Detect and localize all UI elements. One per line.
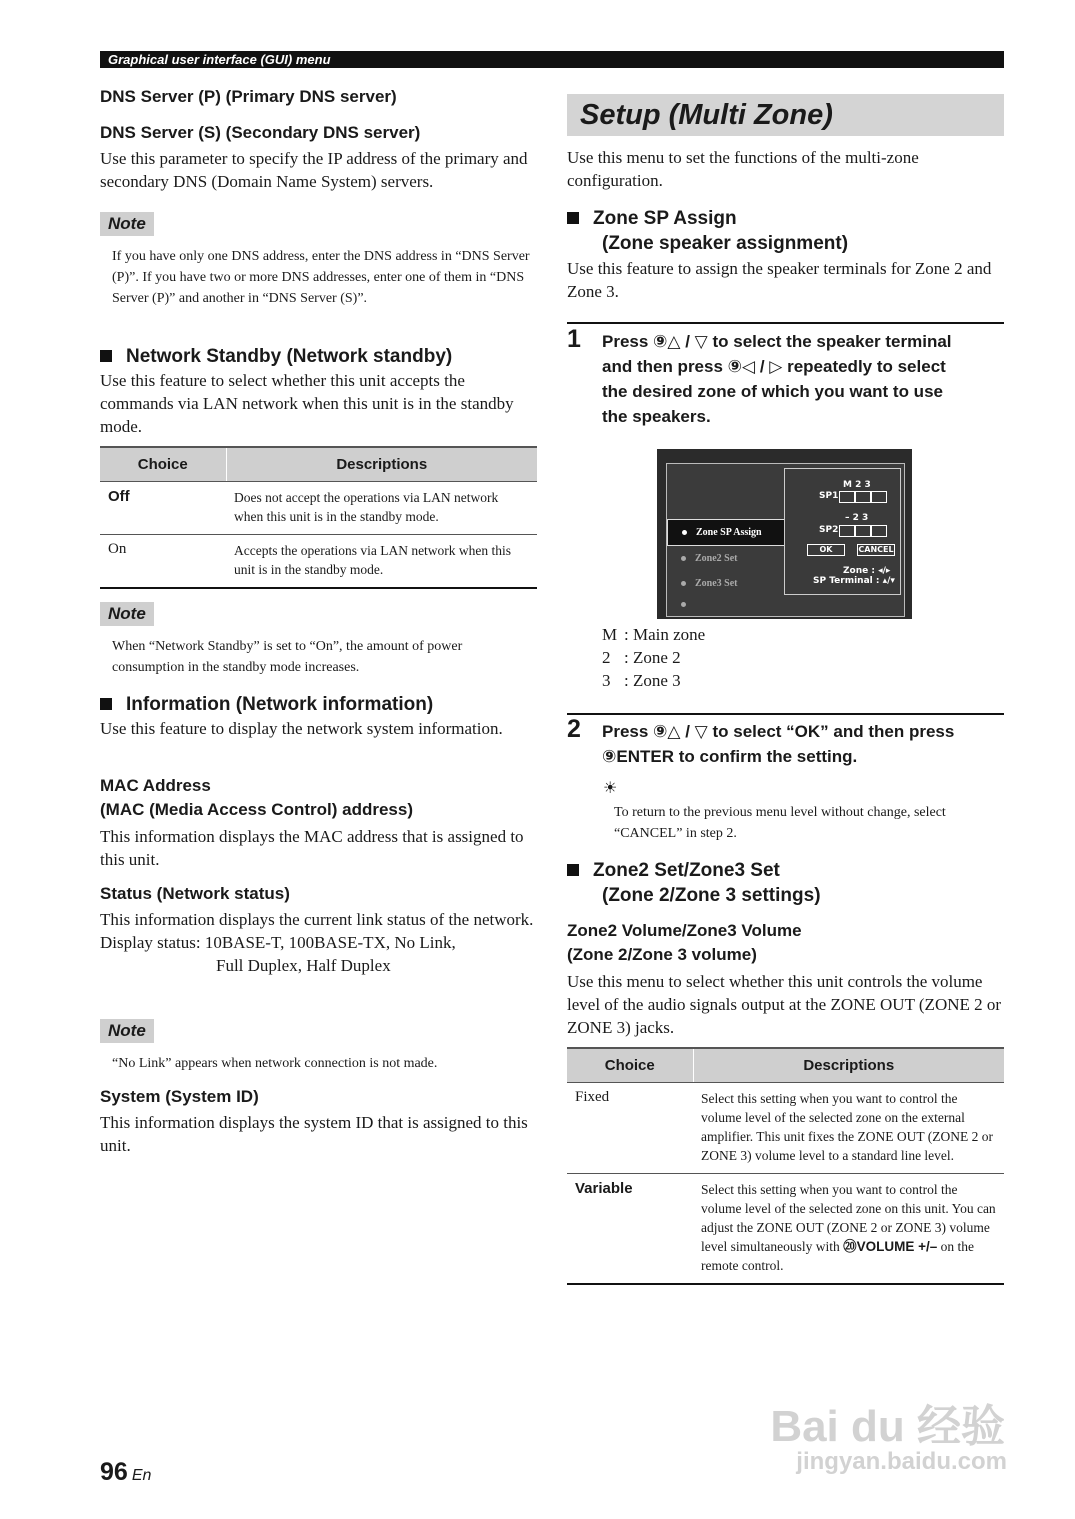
tip-icon: ☀ [603, 780, 618, 797]
netstandby-note-text: When “Network Standby” is set to “On”, the amount of power consumption in the standby mode increases. [112, 639, 463, 675]
step-1-number: 1 [567, 325, 581, 353]
header-title: Graphical user interface (GUI) menu [108, 52, 331, 67]
note-label: Note [100, 1019, 154, 1043]
info-body: Use this feature to display the network system information. [100, 719, 503, 738]
sp1-label: SP1 [819, 491, 839, 501]
zonevol-table [567, 1047, 1004, 1285]
page-number: 96 En [100, 1458, 152, 1486]
step-2-number: 2 [567, 715, 581, 743]
step-rule [567, 322, 1004, 324]
legend-item: 3 : Zone 3 [602, 671, 681, 690]
table-header: Choice [567, 1048, 693, 1083]
display-status-line-2: Full Duplex, Half Duplex [216, 956, 391, 975]
step-rule [567, 713, 1004, 715]
page-lang: En [131, 1467, 152, 1484]
osd-ok-button: OK [807, 544, 845, 556]
status-note-text: “No Link” appears when network connection is not made. [112, 1056, 438, 1071]
section-bullet-icon [567, 864, 579, 876]
osd-cancel-button: CANCEL [858, 545, 894, 554]
sp1-slot-zone2 [855, 491, 871, 503]
osd-zone-hint: Zone : ◂/▸ [843, 566, 891, 576]
table-header: Descriptions [693, 1048, 1004, 1083]
zoneset-heading: Zone2 Set/Zone3 Set (Zone 2/Zone 3 settings) [567, 858, 1004, 908]
section-bullet-icon [567, 212, 579, 224]
multizone-intro: Use this menu to set the functions of the multi-zone configuration. [567, 148, 919, 190]
sp2-slot-zone3 [871, 525, 887, 537]
sysid-body: This information displays the system ID that is assigned to this unit. [100, 1113, 528, 1155]
section-bullet-icon [100, 698, 112, 710]
osd-menu-item-zone2-set: Zone2 Set [667, 546, 785, 571]
table-row: Variable Select this setting when you want to control the volume level of the selected zone on this unit. You can adjust the ZONE OUT (ZONE 2 or ZONE 3) volume level simultaneously with ⑳VOLUME +/– on the remote control. [567, 1174, 1004, 1285]
dns-note [100, 212, 537, 309]
volume-key-label: ⑳VOLUME +/– [843, 1239, 938, 1254]
step-2-text: Press ⑨△ / ▽ to select “OK” and then press ⑨ENTER to confirm the setting. [602, 722, 955, 766]
status-note [100, 1019, 537, 1074]
dns-note-text: If you have only one DNS address, enter the DNS address in “DNS Server (P)”. If you have two or more DNS addresses, enter one of them in “DNS Server (P)” and another in “DNS Server (S)”. [112, 249, 530, 306]
netstandby-heading: Network Standby (Network standby) [100, 344, 537, 369]
watermark-url: jingyan.baidu.com [796, 1448, 1007, 1475]
legend-item: 2 : Zone 2 [602, 648, 681, 667]
section-title-band [567, 94, 1004, 136]
zonevol-body: Use this menu to select whether this unit controls the volume level of the audio signals output at the ZONE OUT (ZONE 2 or ZONE 3) jacks. [567, 972, 1002, 1037]
sysid-heading: System (System ID) [100, 1087, 259, 1106]
dns-p-heading: DNS Server (P) (Primary DNS server) [100, 87, 397, 106]
sp2-zone-header: – 2 3 [845, 513, 869, 523]
zonesp-heading: Zone SP Assign (Zone speaker assignment) [567, 206, 1004, 256]
mac-body: This information displays the MAC address that is assigned to this unit. [100, 827, 524, 869]
dns-body: Use this parameter to specify the IP address of the primary and secondary DNS (Domain Name System) servers. [100, 149, 528, 191]
header-bar [100, 51, 1004, 68]
osd-frame [666, 463, 905, 617]
table-header: Choice [100, 447, 226, 482]
osd-menu-item-zone-sp-assign: Zone SP Assign [667, 519, 785, 546]
table-row: On Accepts the operations via LAN network when this unit is in the standby mode. [100, 535, 537, 589]
tip-text: To return to the previous menu level without change, select “CANCEL” in step 2. [614, 805, 946, 841]
osd-menu-item-zone3-set: Zone3 Set [667, 571, 785, 596]
page-title: Setup (Multi Zone) [580, 99, 833, 131]
status-heading: Status (Network status) [100, 884, 290, 903]
sp2-label: SP2 [819, 525, 839, 535]
osd-sp-panel [784, 468, 901, 595]
note-label: Note [100, 602, 154, 626]
bullet-icon [681, 581, 686, 586]
bullet-icon [681, 602, 686, 607]
dns-s-heading: DNS Server (S) (Secondary DNS server) [100, 123, 421, 142]
osd-menu [667, 519, 785, 614]
info-heading: Information (Network information) [100, 692, 537, 717]
sp1-zone-header: M 2 3 [843, 480, 871, 490]
zonevol-heading: Zone2 Volume/Zone3 Volume (Zone 2/Zone 3 volume) [567, 921, 802, 964]
sp1-slot-main [839, 491, 855, 503]
legend-item: M : Main zone [602, 625, 706, 644]
table-header: Descriptions [226, 447, 537, 482]
section-bullet-icon [100, 350, 112, 362]
osd-terminal-hint: SP Terminal : ▴/▾ [813, 576, 895, 586]
mac-heading: MAC Address (MAC (Media Access Control) address) [100, 776, 413, 819]
zone-legend [602, 623, 705, 692]
netstandby-table [100, 446, 537, 589]
display-status-line-1: Display status: 10BASE-T, 100BASE-TX, No Link, [100, 933, 456, 952]
sp1-slot-zone3 [871, 491, 887, 503]
bullet-icon [682, 530, 687, 535]
osd-screen [657, 449, 912, 619]
osd-menu-item-empty [667, 596, 785, 614]
table-row: Fixed Select this setting when you want to control the volume level of the selected zone on the external amplifier. This unit fixes the ZONE OUT (ZONE 2 or ZONE 3) volume level to a standard line level. [567, 1083, 1004, 1174]
netstandby-body: Use this feature to select whether this unit accepts the commands via LAN network when this unit is in the standby mode. [100, 371, 514, 436]
sp2-slot-main [839, 525, 855, 537]
watermark-logo: Bai du 经验 [770, 1402, 1005, 1451]
zonesp-body: Use this feature to assign the speaker terminals for Zone 2 and Zone 3. [567, 259, 992, 301]
note-label: Note [100, 212, 154, 236]
netstandby-note [100, 602, 537, 678]
table-row: Off Does not accept the operations via LAN network when this unit is in the standby mode. [100, 482, 537, 535]
step-1-text: Press ⑨△ / ▽ to select the speaker terminal and then press ⑨◁ / ▷ repeatedly to select the desired zone of which you want to use the speakers. [602, 332, 952, 426]
sp2-slot-zone2 [855, 525, 871, 537]
status-body: This information displays the current link status of the network. Display status: 10BASE-T, 100BASE-TX, No Link, Full Duplex, Half Duplex [100, 908, 537, 977]
bullet-icon [681, 556, 686, 561]
